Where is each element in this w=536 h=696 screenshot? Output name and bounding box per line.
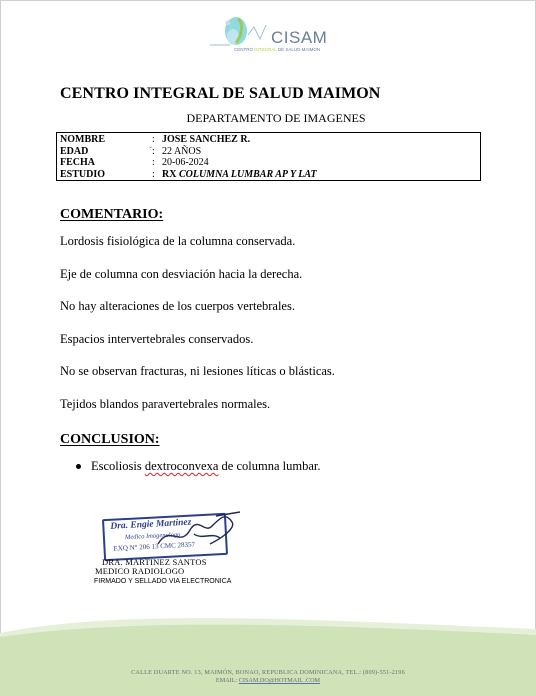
logo-subtitle: CENTRO INTEGRAL DE SALUD MAIMON — [234, 47, 321, 52]
info-label: NOMBRE — [60, 134, 105, 145]
spellcheck-flagged-word: dextroconvexa — [144, 459, 219, 473]
signed-note: FIRMADO Y SELLADO VIA ELECTRONICA — [94, 578, 232, 585]
info-colon: : — [152, 134, 155, 145]
center-title: CENTRO INTEGRAL DE SALUD MAIMON — [60, 85, 381, 102]
comentario-heading: COMENTARIO: — [60, 207, 164, 222]
footer-email: EMAIL: CISAM.DO@HOTMAIL .COM — [215, 677, 321, 684]
email-link[interactable]: CISAM.DO@HOTMAIL .COM — [238, 677, 321, 684]
study-type: RX COLUMNA LUMBAR AP Y LAT — [162, 168, 317, 180]
footer-address: CALLE DUARTE NO. 13, MAIMÓN, BONAO, REPUBLICA DOMINICANA, TEL.: (809)-551-2196 — [131, 669, 405, 676]
finding-item: Espacios intervertebrales conservados. — [60, 331, 254, 346]
info-colon: : — [152, 168, 155, 180]
doctor-role: MEDICO RADIOLOGO — [95, 566, 185, 576]
study-date: 20-06-2024 — [162, 157, 209, 168]
doctor-name: DRA. MARTINEZ SANTOS — [102, 557, 207, 567]
cisam-logo — [208, 13, 332, 59]
info-row-fecha — [57, 157, 480, 169]
info-row-edad — [57, 146, 480, 158]
stamp-title: Medico Imagenologo — [124, 531, 181, 542]
conclusion-heading: CONCLUSION: — [60, 432, 160, 447]
patient-age: 22 AÑOS — [162, 145, 202, 157]
signature-icon — [150, 504, 245, 554]
info-label: EDAD — [60, 145, 89, 157]
info-colon: : — [152, 157, 155, 168]
finding-item: Lordosis fisiológica de la columna conservada. — [60, 234, 296, 248]
info-row-estudio — [57, 169, 480, 181]
finding-item: No se observan fracturas, ni lesiones líticas o blásticas. — [60, 364, 335, 379]
info-colon: : — [152, 145, 155, 157]
finding-item: Eje de columna con desviación hacia la derecha. — [60, 266, 303, 281]
conclusion-list — [76, 458, 320, 474]
logo-brand: CISAM — [271, 28, 328, 47]
info-label: FECHA — [60, 157, 95, 168]
department-title: DEPARTAMENTO DE IMAGENES — [186, 111, 366, 125]
autocorrect-mark: ⌄ — [148, 144, 154, 150]
findings-list — [60, 233, 335, 429]
finding-item: Tejidos blandos paravertebrales normales. — [60, 396, 271, 411]
stamp-license: EXQ N° 206 13 CMC 28357 — [113, 540, 196, 553]
patient-info-table — [56, 132, 481, 181]
info-label: ESTUDIO — [60, 168, 106, 180]
stamp-doctor-name: Dra. Engie Martinez — [110, 517, 192, 532]
info-row-nombre — [57, 134, 480, 150]
patient-name: JOSE SANCHEZ R. — [162, 134, 251, 145]
conclusion-item: Escoliosis dextroconvexa de columna lumbar. — [76, 458, 320, 474]
finding-item: No hay alteraciones de los cuerpos vertebrales. — [60, 299, 295, 314]
